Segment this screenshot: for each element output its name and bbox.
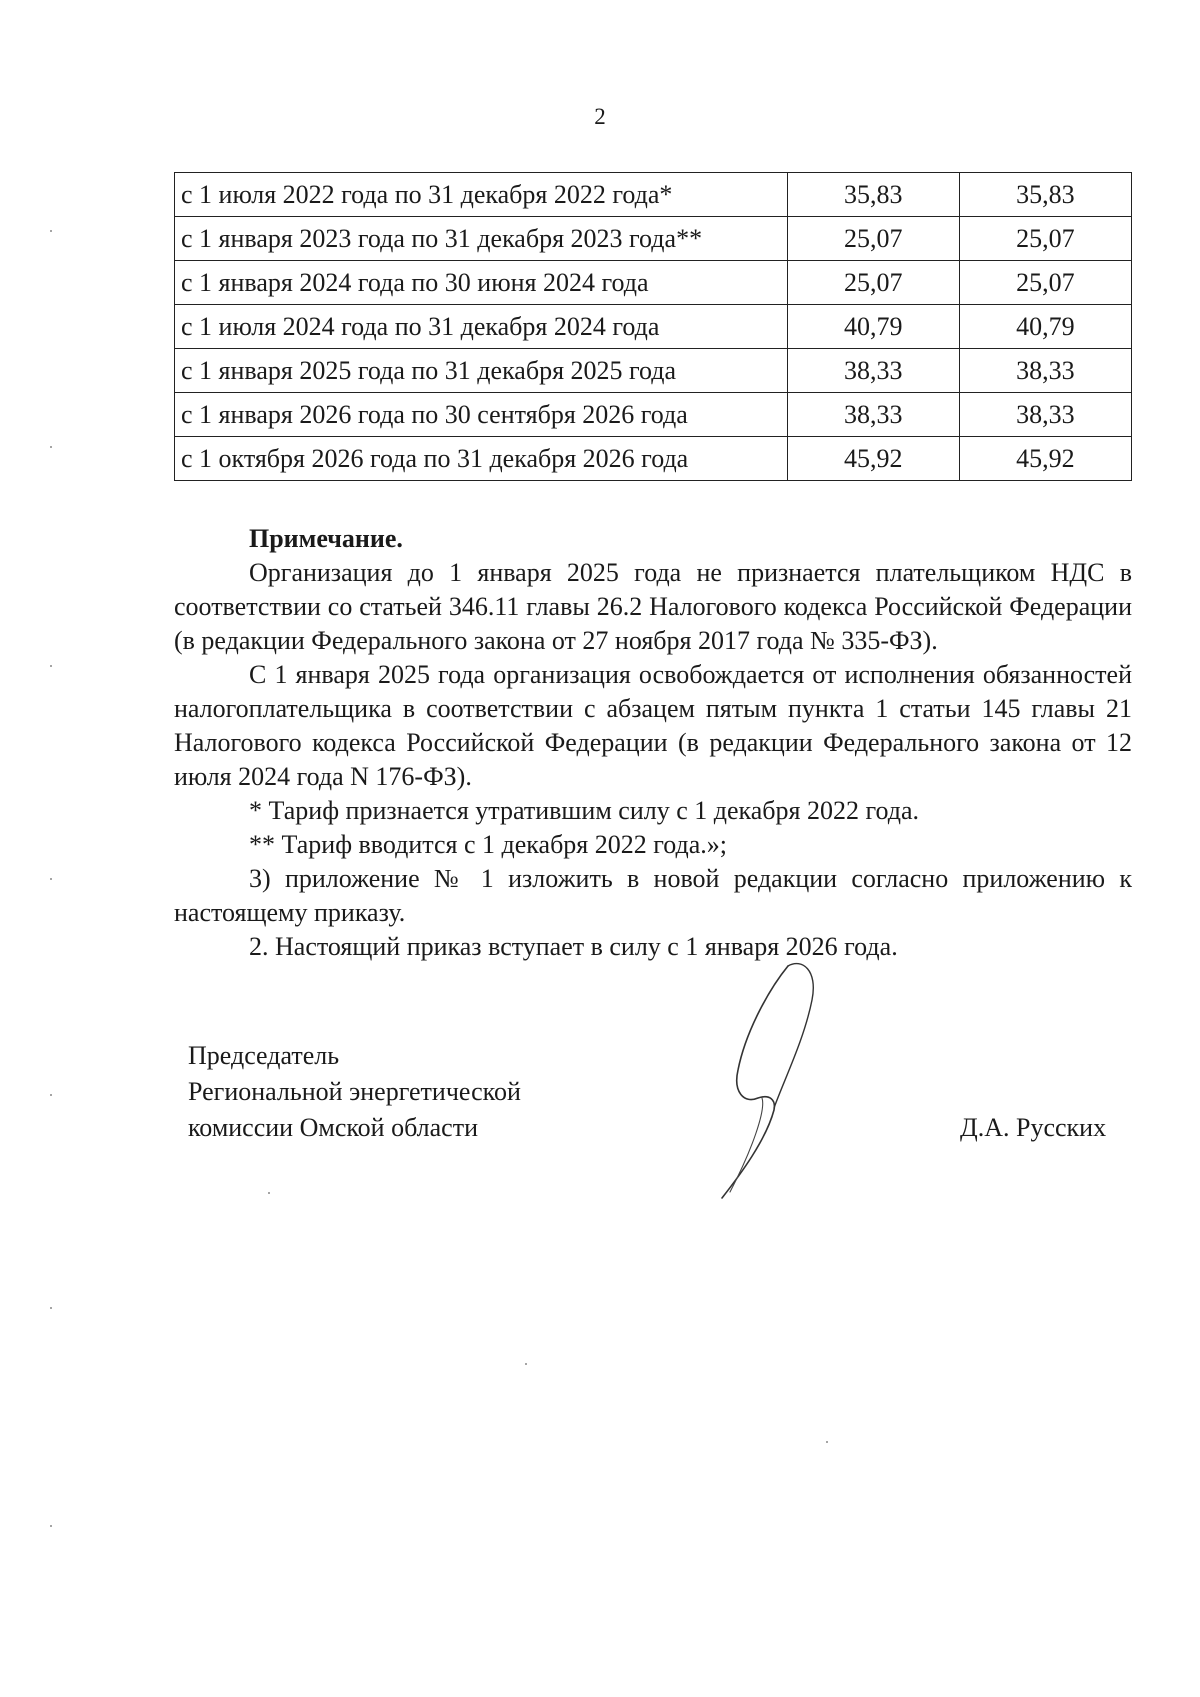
period-cell: с 1 июля 2022 года по 31 декабря 2022 года* <box>175 173 788 217</box>
value-cell: 35,83 <box>959 173 1131 217</box>
scan-speck <box>50 1525 52 1527</box>
period-cell: с 1 июля 2024 года по 31 декабря 2024 года <box>175 305 788 349</box>
note-heading: Примечание. <box>249 524 403 553</box>
table-row <box>175 393 1132 437</box>
table-row <box>175 437 1132 481</box>
order-item-2: 2. Настоящий приказ вступает в силу с 1 января 2026 года. <box>249 932 898 961</box>
value-cell: 25,07 <box>959 261 1131 305</box>
scan-speck <box>826 1441 828 1443</box>
table-row <box>175 305 1132 349</box>
period-cell: с 1 января 2023 года по 31 декабря 2023 года** <box>175 217 788 261</box>
scan-speck <box>50 665 52 667</box>
footnote-single-asterisk: * Тариф признается утратившим силу с 1 декабря 2022 года. <box>249 796 920 825</box>
period-cell: с 1 января 2026 года по 30 сентября 2026 года <box>175 393 788 437</box>
value-cell: 38,33 <box>959 393 1131 437</box>
scan-speck <box>268 1192 270 1194</box>
signatory-title <box>188 1038 521 1146</box>
value-cell: 25,07 <box>959 217 1131 261</box>
note-section <box>174 522 1132 964</box>
period-cell: с 1 октября 2026 года по 31 декабря 2026 года <box>175 437 788 481</box>
value-cell: 35,83 <box>787 173 959 217</box>
value-cell: 45,92 <box>959 437 1131 481</box>
signatory-title-line: Региональной энергетической <box>188 1077 521 1106</box>
value-cell: 38,33 <box>787 349 959 393</box>
note-paragraph-exemption: С 1 января 2025 года организация освобождается от исполнения обязанностей налогоплательщика в соответствии с абзацем пятым пункта 1 статьи 145 главы 21 Налогового кодекса Российской Федерации (в редакции Федерального закона от 12 июля 2024 года N 176-ФЗ). <box>174 660 1132 791</box>
table-row <box>175 261 1132 305</box>
table-row <box>175 173 1132 217</box>
period-cell: с 1 января 2024 года по 30 июня 2024 года <box>175 261 788 305</box>
value-cell: 38,33 <box>787 393 959 437</box>
page-number: 2 <box>594 104 606 129</box>
footnote-double-asterisk: ** Тариф вводится с 1 декабря 2022 года.»; <box>249 830 728 859</box>
handwritten-signature <box>700 960 850 1205</box>
signatory-title-line: комиссии Омской области <box>188 1113 478 1142</box>
signatory-title-line: Председатель <box>188 1041 340 1070</box>
signatory-name: Д.А. Русских <box>960 1113 1107 1142</box>
scan-speck <box>50 878 52 880</box>
table-row <box>175 349 1132 393</box>
value-cell: 40,79 <box>787 305 959 349</box>
period-cell: с 1 января 2025 года по 31 декабря 2025 года <box>175 349 788 393</box>
value-cell: 25,07 <box>787 217 959 261</box>
scan-speck <box>50 1094 52 1096</box>
tariff-table <box>174 172 1132 481</box>
amendment-item-3: 3) приложение № 1 изложить в новой редакции согласно приложению к настоящему приказу. <box>174 864 1132 927</box>
value-cell: 40,79 <box>959 305 1131 349</box>
value-cell: 38,33 <box>959 349 1131 393</box>
note-paragraph-vat: Организация до 1 января 2025 года не признается плательщиком НДС в соответствии со статьей 346.11 главы 26.2 Налогового кодекса Российской Федерации (в редакции Федерального закона от 27 ноября 2017 года № 335-ФЗ). <box>174 558 1132 655</box>
value-cell: 25,07 <box>787 261 959 305</box>
value-cell: 45,92 <box>787 437 959 481</box>
scan-speck <box>50 1307 52 1309</box>
scan-speck <box>50 446 52 448</box>
scan-speck <box>525 1363 527 1365</box>
scan-speck <box>50 230 52 232</box>
table-row <box>175 217 1132 261</box>
